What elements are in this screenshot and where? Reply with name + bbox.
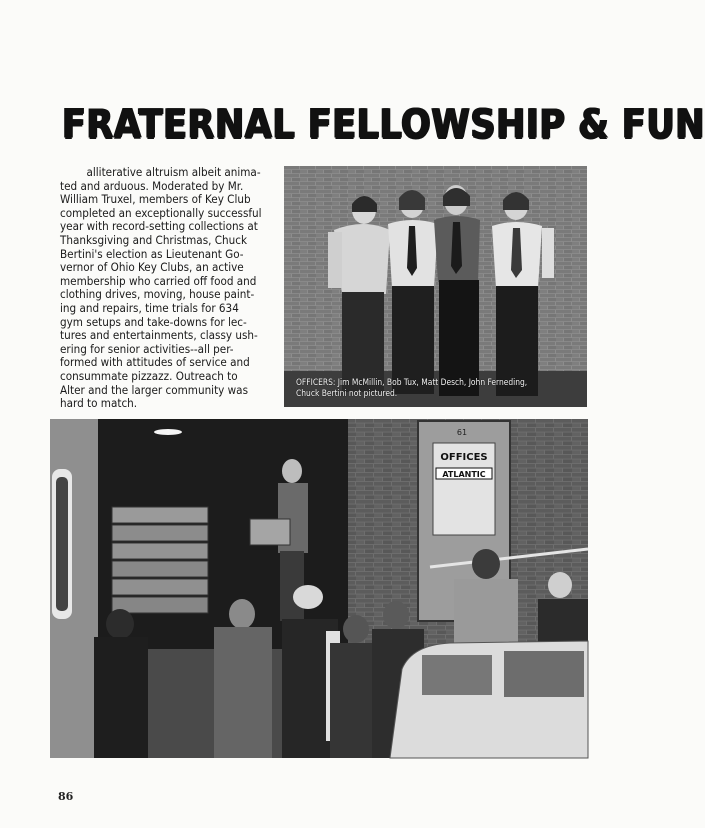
door-sign-atlantic: ATLANTIC — [442, 470, 486, 479]
caption-line-1: OFFICERS: Jim McMillin, Bob Tux, Matt Desch, John Ferneding, — [296, 377, 528, 387]
caption-line-2: Chuck Bertini not pictured. — [296, 387, 398, 398]
page-number: 86 — [58, 790, 74, 803]
door-number: 61 — [456, 428, 468, 437]
article-body: alliterative altruism albeit anima- ted and arduous. Moderated by Mr. William Truxel, members of Key Club completed an exceptionally successful year with record-setting collections at Thanksgiving and Christmas, Chuck Bertini's election as Lieutenant Go- vernor of Ohio Key Clubs, an active membership who carried off food and clothing drives, moving, house paint- ing and repairs, time trials for 634 gym setups and take-downs for lec- tures and entertainments, classy ush- ering for senior activities--all per- formed with attitudes of service and consummate pizzazz. Outreach to Alter and the larger community was hard to match. — [60, 165, 262, 411]
officers-photo-image — [284, 166, 587, 407]
food-drive-photo — [50, 419, 588, 758]
door-sign-offices: OFFICES — [440, 452, 488, 463]
officers-photo — [284, 166, 587, 407]
page-headline: FRATERNAL FELLOWSHIP & FUN — [62, 102, 705, 148]
food-drive-photo-image — [50, 419, 588, 758]
officers-caption — [296, 377, 581, 398]
